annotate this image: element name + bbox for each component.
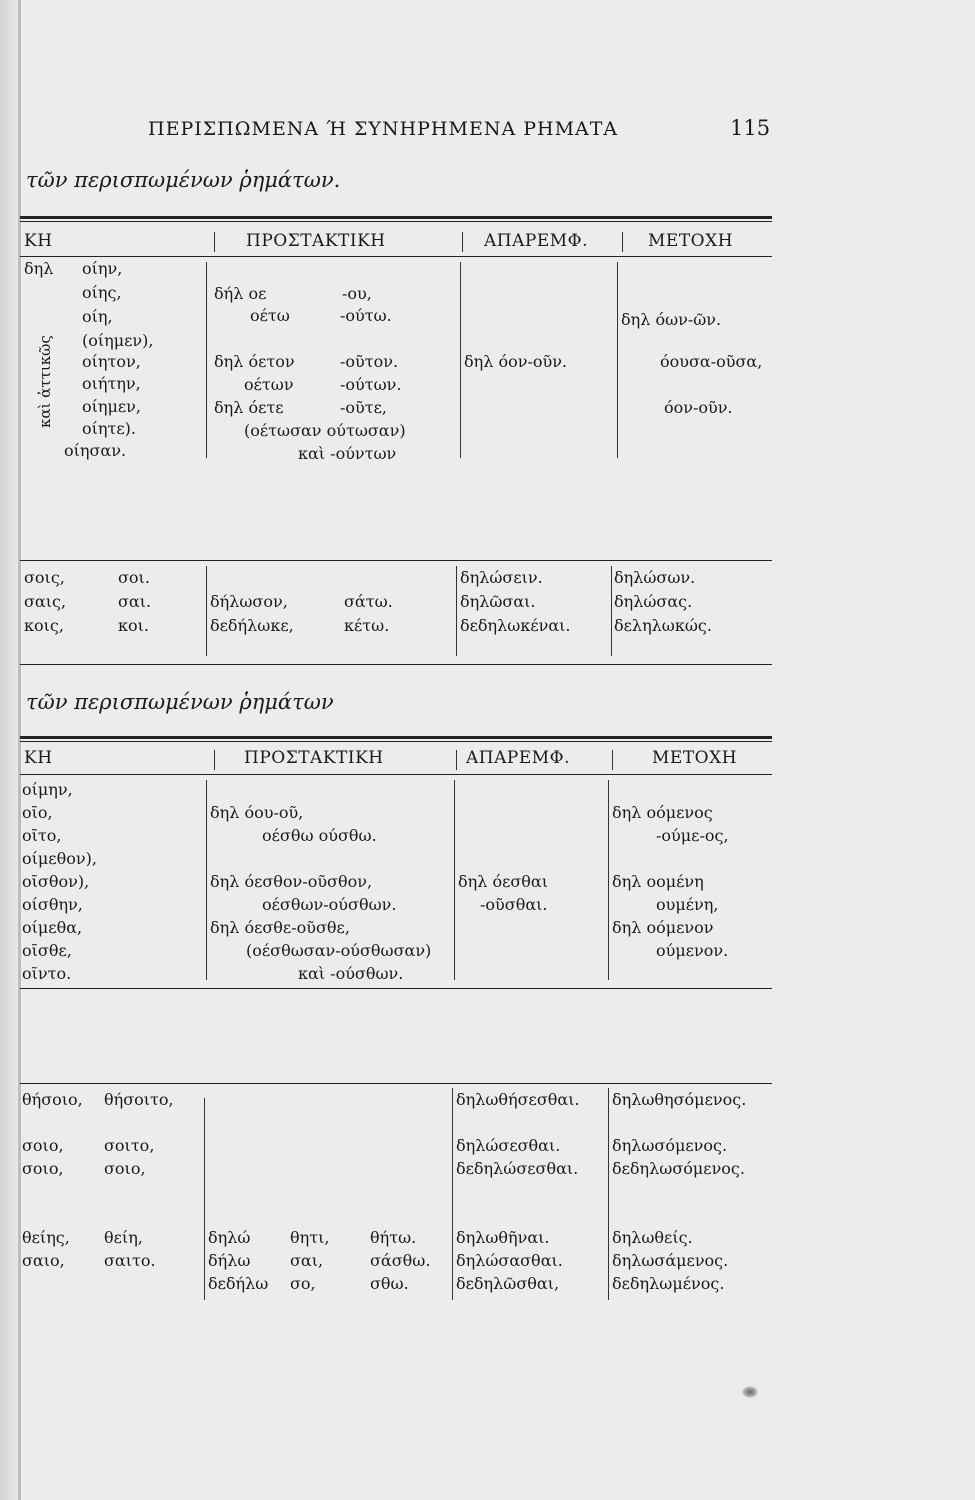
- table4-cell: δηλωθησόμενος.: [612, 1090, 747, 1109]
- table3-cell: οίμεθα,: [22, 918, 83, 937]
- table1-cell: οιήτην,: [82, 374, 141, 393]
- table3-cell: -οῦσθαι.: [480, 895, 548, 914]
- ink-smudge: [742, 1386, 758, 1398]
- table1-cell: όον-οῦν.: [664, 398, 733, 417]
- table2-divider: [611, 566, 612, 656]
- section1-subheading: τῶν περισπωμένων ῥημάτων.: [26, 168, 341, 192]
- table1-cell: -ου,: [342, 284, 372, 303]
- table2-cell: σοις,: [24, 568, 65, 587]
- table1-cell: δήλ οε: [214, 284, 267, 303]
- table1-cell: -οῦτε,: [340, 398, 387, 417]
- table3-col-metochi: ΜΕΤΟΧΗ: [652, 748, 738, 768]
- table1-cell: (οέτωσαν ούτωσαν): [244, 421, 406, 440]
- table4-cell: δηλώσεσθαι.: [456, 1136, 561, 1155]
- table1-cell: οέτω: [250, 306, 290, 325]
- table1-col-metochi: ΜΕΤΟΧΗ: [648, 231, 734, 251]
- table3-cell: οῖντο.: [22, 964, 72, 983]
- table4-cell: δηλωσόμενος.: [612, 1136, 728, 1155]
- table2-cell: δεδηλωκέναι.: [460, 616, 571, 635]
- running-head: ΠΕΡΙΣΠΩΜΕΝΑ Ή ΣΥΝΗΡΗΜΕΝΑ ΡΗΜΑΤΑ: [148, 118, 619, 140]
- table3-col-aparemf: ΑΠΑΡΕΜΦ.: [466, 748, 570, 768]
- table1-cell: -ούτω.: [340, 306, 392, 325]
- page-spine: [0, 0, 18, 1500]
- table1-cell: όουσα-οῦσα,: [660, 352, 763, 371]
- table2-cell: δηλώσειν.: [460, 568, 543, 587]
- table1-cell: οίης,: [82, 283, 122, 302]
- table1-top-rule-thin: [20, 221, 772, 222]
- table3-header-divider: [456, 750, 457, 770]
- table2-divider: [456, 566, 457, 656]
- table1-header-divider: [214, 232, 215, 252]
- table3-cell: δηλ όεσθαι: [458, 872, 548, 891]
- table1-col-ke: ΚΗ: [24, 231, 53, 251]
- table1-col-aparemf: ΑΠΑΡΕΜΦ.: [484, 231, 588, 251]
- table4-cell: σθω.: [370, 1274, 409, 1293]
- table4-cell: σοιο,: [22, 1159, 64, 1178]
- table3-cell: οῖο,: [22, 803, 53, 822]
- table4-cell: θητι,: [290, 1228, 330, 1247]
- page-number: 115: [730, 116, 771, 140]
- table3-cell: δηλ οόμενον: [612, 918, 714, 937]
- table1-cell: οέτων: [244, 375, 294, 394]
- table2-cell: σάτω.: [344, 592, 393, 611]
- table3-top-rule-thin: [20, 741, 772, 742]
- table4-cell: δεδηλωμένος.: [612, 1274, 725, 1293]
- table3-bottom-rule: [20, 988, 772, 989]
- table4-cell: δεδηλῶσθαι,: [456, 1274, 560, 1293]
- table2-cell: δηλῶσαι.: [460, 592, 536, 611]
- table4-divider: [204, 1098, 205, 1300]
- table1-divider: [460, 262, 461, 458]
- table3-col-prostaktiki: ΠΡΟΣΤΑΚΤΙΚΗ: [244, 748, 384, 768]
- table2-cell: δηλώσων.: [614, 568, 696, 587]
- table3-cell: οίσθην,: [22, 895, 83, 914]
- table3-cell: δηλ οομένη: [612, 872, 704, 891]
- table1-divider: [617, 262, 618, 458]
- table4-cell: δηλωσάμενος.: [612, 1251, 729, 1270]
- table1-cell: οίη,: [82, 307, 113, 326]
- table1-cell: καὶ -ούντων: [298, 444, 397, 463]
- table3-cell: οῖσθον),: [22, 872, 90, 891]
- table3-header-divider: [612, 750, 613, 770]
- table3-cell: οῖσθε,: [22, 941, 72, 960]
- table2-bottom-rule: [20, 664, 772, 665]
- table3-header-divider: [214, 750, 215, 770]
- table3-cell: (οέσθωσαν-ούσθωσαν): [246, 941, 432, 960]
- table2-cell: κοι.: [118, 616, 149, 635]
- table4-cell: θήσοιο,: [22, 1090, 83, 1109]
- table3-cell: δηλ όου-οῦ,: [210, 803, 304, 822]
- table4-cell: σαι,: [290, 1251, 324, 1270]
- table1-cell: -οῦτον.: [340, 352, 399, 371]
- table1-cell: οίην,: [82, 259, 123, 278]
- table3-cell: ούμενον.: [656, 941, 729, 960]
- table1-header-divider: [462, 232, 463, 252]
- table1-cell: οίησαν.: [64, 441, 127, 460]
- table4-cell: σο,: [290, 1274, 316, 1293]
- table1-header-divider: [622, 232, 623, 252]
- table1-cell: δηλ όετον: [214, 352, 295, 371]
- table3-cell: οίμεθον),: [22, 849, 97, 868]
- table2-divider: [206, 566, 207, 656]
- table2-cell: σαις,: [24, 592, 67, 611]
- table3-cell: καὶ -ούσθων.: [298, 964, 404, 983]
- table4-cell: δηλωθῆναι.: [456, 1228, 550, 1247]
- table3-cell: οῖτο,: [22, 826, 62, 845]
- table3-divider: [608, 780, 609, 980]
- table4-cell: δεδηλωσόμενος.: [612, 1159, 745, 1178]
- table3-col-ke: ΚΗ: [24, 748, 53, 768]
- table1-cell: οίημεν,: [82, 397, 141, 416]
- table4-cell: δήλω: [208, 1251, 251, 1270]
- table4-divider: [452, 1088, 453, 1300]
- table3-cell: -ούμε-ος,: [656, 826, 729, 845]
- table1-header-rule: [20, 256, 772, 257]
- table4-cell: θείη,: [104, 1228, 143, 1247]
- table4-cell: δεδηλώσεσθαι.: [456, 1159, 579, 1178]
- table4-cell: σαιτο.: [104, 1251, 156, 1270]
- table1-cell: -ούτων.: [340, 375, 402, 394]
- table1-cell: δηλ όετε: [214, 398, 284, 417]
- table3-cell: δηλ όεσθον-οῦσθον,: [210, 872, 373, 891]
- table2-cell: δηλώσας.: [614, 592, 693, 611]
- table3-cell: οέσθω ούσθω.: [262, 826, 377, 845]
- table1-cell: οίητε).: [82, 419, 136, 438]
- table4-cell: σοιτο,: [104, 1136, 155, 1155]
- table1-cell: οίητον,: [82, 352, 141, 371]
- table1-col-prostaktiki: ΠΡΟΣΤΑΚΤΙΚΗ: [246, 231, 386, 251]
- table4-divider: [608, 1088, 609, 1300]
- side-note: καὶ ἀττικῶς: [36, 335, 54, 428]
- table3-cell: οέσθων-ούσθων.: [262, 895, 397, 914]
- table1-top-rule: [20, 216, 772, 219]
- table3-header-rule: [20, 774, 772, 775]
- table3-top-rule: [20, 736, 772, 739]
- table2-cell: δεληλωκώς.: [614, 616, 712, 635]
- table4-cell: θήσοιτο,: [104, 1090, 174, 1109]
- section3-subheading: τῶν περισπωμένων ῥημάτων: [26, 690, 334, 714]
- table2-cell: σαι.: [118, 592, 152, 611]
- table3-cell: ουμένη,: [656, 895, 719, 914]
- table4-cell: σάσθω.: [370, 1251, 431, 1270]
- table2-cell: κοις,: [24, 616, 64, 635]
- table2-cell: σοι.: [118, 568, 150, 587]
- table3-cell: δηλ όεσθε-οῦσθε,: [210, 918, 350, 937]
- table2-cell: δήλωσον,: [210, 592, 288, 611]
- table4-cell: σοιο,: [22, 1136, 64, 1155]
- spine-edge: [18, 0, 21, 1500]
- table4-cell: δηλώσασθαι.: [456, 1251, 563, 1270]
- table4-cell: δεδήλω: [208, 1274, 269, 1293]
- table3-cell: οίμην,: [22, 780, 73, 799]
- table4-cell: δηλωθείς.: [612, 1228, 693, 1247]
- table1-divider: [206, 262, 207, 458]
- table4-cell: θήτω.: [370, 1228, 417, 1247]
- table1-cell: (οίημεν),: [82, 331, 154, 350]
- table4-cell: σαιο,: [22, 1251, 65, 1270]
- table2-top-rule: [20, 560, 772, 561]
- table4-cell: δηλωθήσεσθαι.: [456, 1090, 580, 1109]
- table2-cell: δεδήλωκε,: [210, 616, 294, 635]
- table4-cell: σοιο,: [104, 1159, 146, 1178]
- table4-top-rule: [20, 1083, 772, 1084]
- table1-cell: δηλ: [24, 259, 54, 278]
- table2-cell: κέτω.: [344, 616, 390, 635]
- table1-cell: δηλ όον-οῦν.: [464, 352, 568, 371]
- table4-cell: θείης,: [22, 1228, 70, 1247]
- table4-cell: δηλώ: [208, 1228, 251, 1247]
- table3-divider: [206, 780, 207, 980]
- table3-divider: [454, 780, 455, 980]
- table3-cell: δηλ οόμενος: [612, 803, 713, 822]
- table1-cell: δηλ όων-ῶν.: [621, 310, 722, 329]
